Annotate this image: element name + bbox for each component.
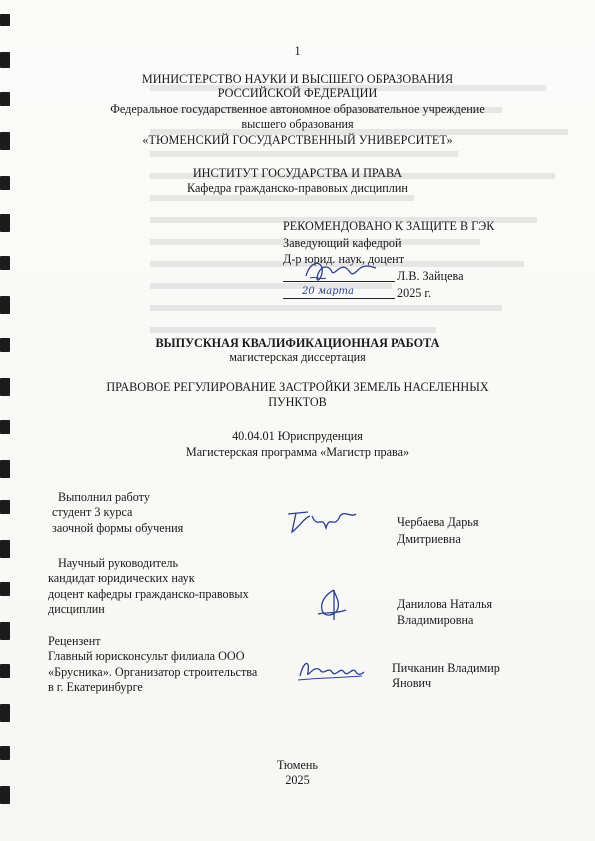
author-line-3: заочной формы обучения <box>52 521 184 535</box>
document-subtype: магистерская диссертация <box>229 350 366 364</box>
page-number: 1 <box>294 44 301 58</box>
institute-name: ИНСТИТУТ ГОСУДАРСТВА И ПРАВА <box>192 166 403 180</box>
author-name-line-2: Дмитриевна <box>397 532 461 546</box>
handwritten-date: 20 марта <box>302 286 355 297</box>
supervisor-line-4: дисциплин <box>48 602 105 616</box>
author-name-line-1: Чербаева Дарья <box>397 515 479 529</box>
reviewer-line-4: в г. Екатеринбурге <box>48 680 143 694</box>
approval-name: Л.В. Зайцева <box>397 269 464 283</box>
specialty: 40.04.01 Юриспруденция <box>232 429 363 443</box>
approval-position: Заведующий кафедрой <box>283 236 402 250</box>
year: 2025 <box>285 773 310 787</box>
reviewer-line-1: Рецензент <box>48 634 101 648</box>
institution-line-2: высшего образования <box>241 117 354 131</box>
program: Магистерская программа «Магистр права» <box>185 445 410 459</box>
approval-year: 2025 г. <box>397 286 432 300</box>
supervisor-line-1: Научный руководитель <box>58 556 179 570</box>
department-name: Кафедра гражданско-правовых дисциплин <box>187 181 408 195</box>
ministry-line-1: МИНИСТЕРСТВО НАУКИ И ВЫСШЕГО ОБРАЗОВАНИЯ <box>141 72 454 86</box>
supervisor-name-line-2: Владимировна <box>397 613 474 627</box>
thesis-title-line-2: ПУНКТОВ <box>268 395 327 409</box>
author-line-1: Выполнил работу <box>58 490 150 504</box>
institution-line-1: Федеральное государственное автономное образовательное учреждение <box>110 102 485 116</box>
document-type: ВЫПУСКНАЯ КВАЛИФИКАЦИОННАЯ РАБОТА <box>155 336 440 350</box>
reviewer-line-2: Главный юрисконсульт филиала ООО <box>48 649 245 663</box>
supervisor-name-line-1: Данилова Наталья <box>397 597 493 611</box>
thesis-title-line-1: ПРАВОВОЕ РЕГУЛИРОВАНИЕ ЗАСТРОЙКИ ЗЕМЕЛЬ НАСЕЛЕННЫХ <box>106 380 489 394</box>
reviewer-name-line-1: Пичканин Владимир <box>392 661 500 675</box>
supervisor-signature <box>312 586 352 626</box>
reviewer-line-3: «Брусника». Организатор строительства <box>48 665 258 679</box>
author-line-2: студент 3 курса <box>52 505 133 519</box>
university-name: «ТЮМЕНСКИЙ ГОСУДАРСТВЕННЫЙ УНИВЕРСИТЕТ» <box>142 133 453 147</box>
author-signature <box>282 504 362 540</box>
approval-title: РЕКОМЕНДОВАНО К ЗАЩИТЕ В ГЭК <box>283 219 495 233</box>
reviewer-signature <box>296 654 366 688</box>
supervisor-line-2: кандидат юридических наук <box>48 571 195 585</box>
ministry-line-2: РОССИЙСКОЙ ФЕДЕРАЦИИ <box>217 86 378 100</box>
approval-degree: Д-р юрид. наук, доцент <box>283 252 405 266</box>
city: Тюмень <box>277 758 318 772</box>
supervisor-line-3: доцент кафедры гражданско-правовых <box>48 587 249 601</box>
reviewer-name-line-2: Янович <box>392 676 432 690</box>
